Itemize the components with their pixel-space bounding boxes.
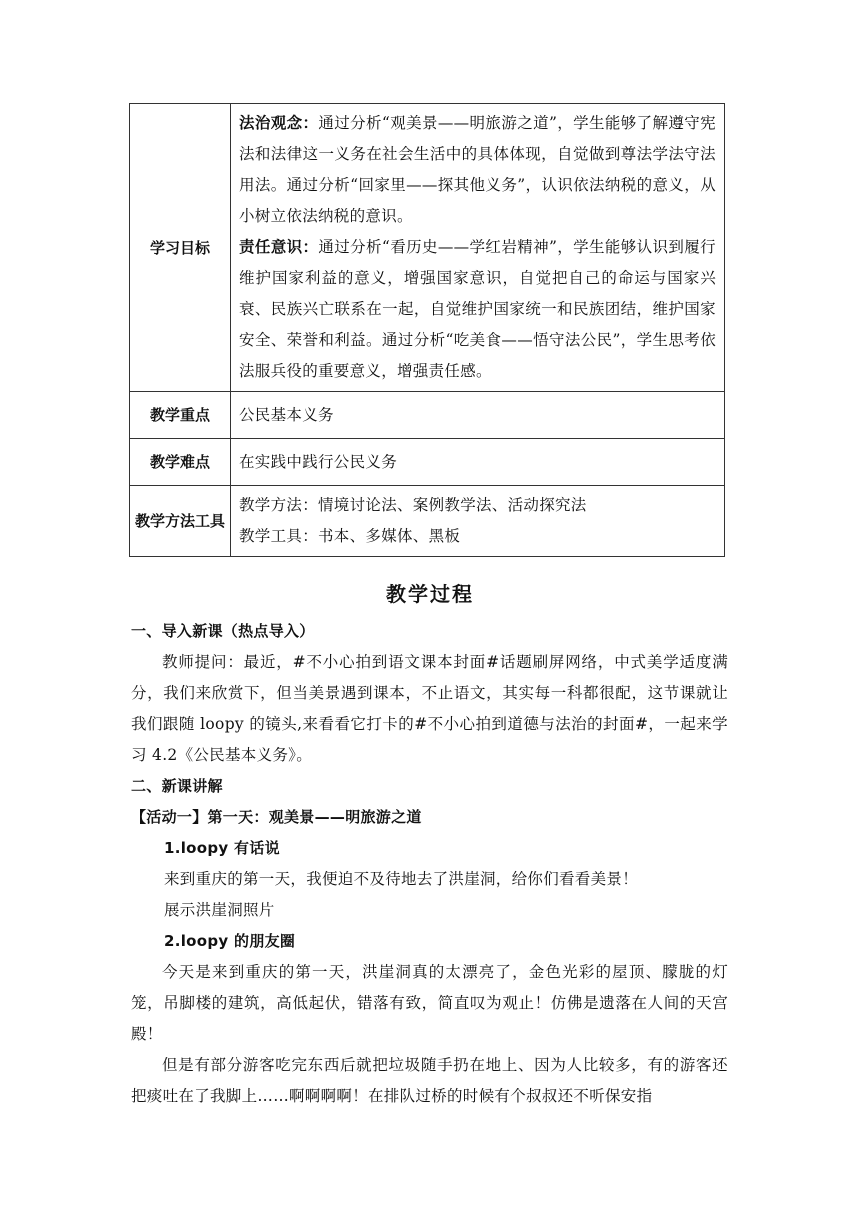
responsibility-title: 责任意识：: [239, 238, 319, 256]
activity1-heading: 【活动一】第一天：观美景——明旅游之道: [131, 808, 422, 826]
part1-paragraph: 教师提问：最近，#不小心拍到语文课本封面#话题刷屏网络，中式美学适度满分，我们来欣赏下，但当美景遇到课本，不止语文，其实每一科都很配，这节课就让我们跟随 loopy 的镜头,来看看它打卡的#不小心拍到道德与法治的封面#，一起来学习 4.2《公民基本义务》。: [131, 653, 728, 764]
sub1-line: 展示洪崖洞照片: [164, 901, 275, 919]
lesson-process: [131, 616, 728, 1112]
responsibility-paragraph: [239, 232, 716, 387]
key-points-value: 公民基本义务: [231, 392, 725, 439]
goals-label: 学习目标: [130, 104, 231, 392]
sub1-heading: 1.loopy 有话说: [164, 839, 280, 857]
sub2-heading: 2.loopy 的朋友圈: [164, 932, 296, 950]
section-title: 教学过程: [386, 582, 474, 606]
part2-heading: 二、新课讲解: [131, 777, 223, 795]
law-concept-paragraph: [239, 108, 716, 232]
table-row: [130, 392, 725, 439]
sub2-paragraph: 但是有部分游客吃完东西后就把垃圾随手扔在地上、因为人比较多，有的游客还把痰吐在了我脚上……啊啊啊啊！在排队过桥的时候有个叔叔还不听保安指: [131, 1056, 728, 1105]
part1-heading: 一、导入新课（热点导入）: [131, 622, 315, 640]
methods-label: 教学方法工具: [130, 486, 231, 557]
methods-line: 教学方法：情境讨论法、案例教学法、活动探究法: [239, 496, 587, 514]
sub2-paragraph: 今天是来到重庆的第一天，洪崖洞真的太漂亮了，金色光彩的屋顶、朦胧的灯笼，吊脚楼的建筑，高低起伏，错落有致，简直叹为观止！仿佛是遗落在人间的天宫殿！: [131, 963, 728, 1043]
sub1-line: 来到重庆的第一天，我便迫不及待地去了洪崖洞，给你们看看美景！: [164, 870, 639, 888]
goals-content: [231, 104, 725, 392]
difficulty-value: 在实践中践行公民义务: [231, 439, 725, 486]
key-points-label: 教学重点: [130, 392, 231, 439]
methods-content: [231, 486, 725, 557]
responsibility-text: 通过分析“看历史——学红岩精神”，学生能够认识到履行维护国家利益的意义，增强国家意识，自觉把自己的命运与国家兴衰、民族兴亡联系在一起，自觉维护国家统一和民族团结，维护国家安全、荣誉和利益。通过分析“吃美食——悟守法公民”，学生思考依法服兵役的重要意义，增强责任感。: [239, 238, 716, 380]
tools-line: 教学工具：书本、多媒体、黑板: [239, 527, 461, 545]
law-concept-title: 法治观念：: [239, 114, 319, 132]
table-row: [130, 486, 725, 557]
difficulty-label: 教学难点: [130, 439, 231, 486]
table-row: [130, 439, 725, 486]
table-row: [130, 104, 725, 392]
lesson-info-table: [129, 103, 725, 557]
law-concept-text: 通过分析“观美景——明旅游之道”，学生能够了解遵守宪法和法律这一义务在社会生活中的具体体现，自觉做到尊法学法守法用法。通过分析“回家里——探其他义务”，认识依法纳税的意义，从小树立依法纳税的意识。: [239, 114, 716, 225]
